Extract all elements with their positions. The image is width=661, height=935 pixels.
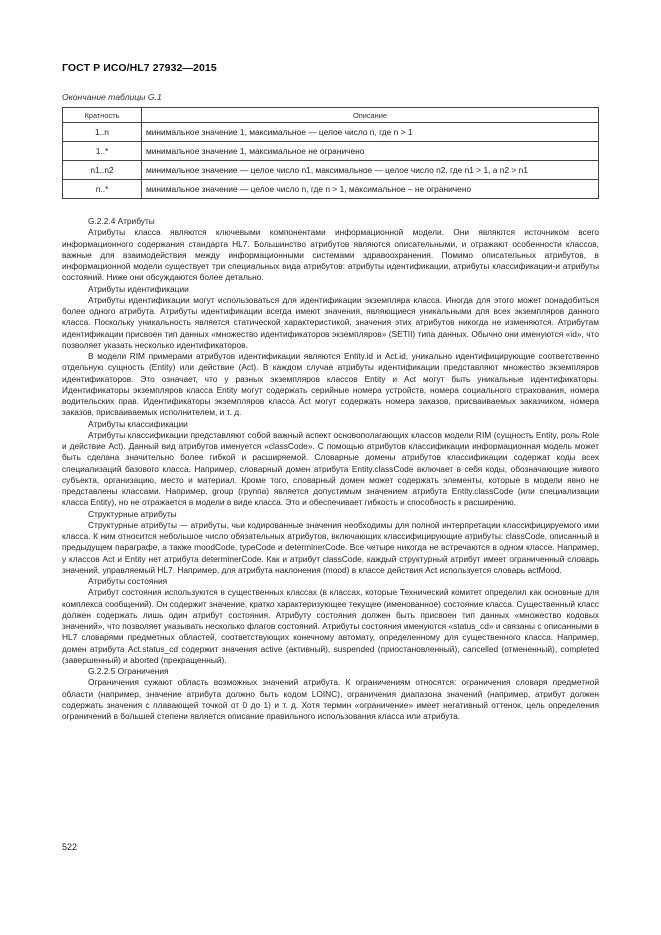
column-header-multiplicity: Кратность <box>63 108 142 123</box>
paragraph: Атрибуты класса являются ключевыми компонентами информационной модели. Они являются источником всего информационного содержания стандарта HL7. Большинство атрибутов являются описательными, и отражают особенности классов, важные для взаимодействия между информационными системами здравоохранения. Помимо описательных атрибутов, в информационной модели существует три специальных вида атрибутов: атрибуты идентификации, атрибуты классификации-и атрибуты состояний. Ниже они обсуждаются более детально. <box>62 227 599 283</box>
table-row <box>63 142 599 161</box>
paragraph: Атрибут состояния используются в существенных классах (в классах, которые Технический комитет определил как основные для комплекса сообщений). Он содержит значение, кратко характеризующее текущее (именованное) состояние класса. Существенный класс должен содержать лишь один атрибут состояния. Атрибуту состояния должен быть присвоен тип данных «множество кодовых значений», что позволяет указывать несколько флагов состояний. Атрибуты состояния именуются «status_cd» и связаны с описанными в HL7 словарями предметных областей, соответствующих конечному автомату, определенному для существенного класса. Например, домен атрибута Act.status_cd содержит значения active (активный), suspended (приостановленный), cancelled (отмененный), completed (завершенный) и aborted (прекращенный). <box>62 587 599 665</box>
section-heading: G.2.2.5 Ограничения <box>88 666 169 676</box>
table-row <box>63 123 599 142</box>
multiplicity-table <box>62 107 599 199</box>
table-row <box>63 161 599 180</box>
subsection-heading: Структурные атрибуты <box>88 508 177 519</box>
description-cell: минимальное значение 1, максимальное не ограничено <box>142 142 599 161</box>
paragraph: В модели RIM примерами атрибутов идентификации являются Entity.id и Act.id, уникально идентифицирующие соответственно отдельную сущность (Entity) или действие (Act). В каждом случае атрибуты идентификации представляют множество экземпляров идентификаторов. Это означает, что у разных экземпляров классов Entity и Act могут быть уникальные идентификаторы. Идентификаторы экземпляров класса Entity могут содержать серийные номера устройств, номера социального страхования, номера водительских прав. Идентификаторы экземпляров класса Act могут содержать номера заказов, присваиваемых заказчиком, номера заказов, присваиваемых исполнителем, и т. д. <box>62 351 599 418</box>
subsection-heading: Атрибуты состояния <box>88 576 168 586</box>
section-heading: G.2.2.4 Атрибуты <box>88 216 155 226</box>
document-body <box>62 216 599 722</box>
document-header: ГОСТ Р ИСО/HL7 27932—2015 <box>62 62 217 74</box>
paragraph: Структурные атрибуты — атрибуты, чьи кодированные значения необходимы для полной интерпретации классифицируемого ими класса. К ним относится небольшое число обязательных атрибутов, включающих классифицирующие атрибуты: classCode, описанный в предыдущем параграфе, а также moodCode, typeCode и determinerCode. Все четыре никогда не встречаются в одном классе. Например, у классов Act и Entity нет атрибута determinerCode. Как и атрибут classCode, каждый структурный атрибут имеет ограниченный словарь значений, управляемый HL7. Например, для атрибута наклонения (mood) в классе действия Act используется словарь actMood. <box>62 519 599 575</box>
paragraph: Атрибуты классификации представляют собой важный аспект основополагающих классов модели RIM (сущность Entity, роль Role и действие Act). Данный вид атрибутов именуется «classCode». С помощью атрибутов классификации информационная модель может быть сделана значительно более гибкой и расширяемой. Словарные домены атрибутов классификации содержат коды всех специализаций базового класса. Например, словарный домен атрибута Entity.classCode включает в себя коды, обозначающие живого субъекта, организацию, место и материал. Кроме того, словарный домен может содержать элементы, которые в модели явно не представлены классами. Например, group (группа) является допустимым значением атрибута Entity.classCode (или специализации класса Entity), но не отражается в модели в виде класса. Это и обеспечивает гибкость и способность к расширению. <box>62 429 599 508</box>
paragraph: Ограничения сужают область возможных значений атрибута. К ограничениям относятся: ограничения словаря предметной области (например, значение атрибута должно быть кодом LOINC), ограничения диапазона значений (например, атрибут должен содержать значения с плавающей точкой от 0 до 1) и т. д. Хотя термин «ограничение» имеет негативный оттенок, цель определения ограничений в большей степени является описание правильного использования класса или атрибута. <box>62 677 599 721</box>
table-row <box>63 180 599 199</box>
page-number: 522 <box>62 842 78 852</box>
multiplicity-cell: 1..* <box>63 142 142 161</box>
table-header-row <box>63 108 599 123</box>
description-cell: минимальное значение 1, максимальное — целое число n, где n > 1 <box>142 123 599 142</box>
paragraph: Атрибуты идентификации могут использоваться для идентификации экземпляра класса. Иногда для этого может понадобиться более одного атрибута. Атрибуты идентификации всегда имеют значения, являющиеся уникальными для всех экземпляров данного класса. Поскольку уникальность является статической характеристикой, значения этих атрибутов никогда не изменяются. Атрибутам идентификации присвоен тип данных «множество идентификаторов экземпляров» (SETII) типа данных. Обычно они именуются «id», что позволяет указать несколько идентификаторов. <box>62 294 599 350</box>
multiplicity-cell: n1..n2 <box>63 161 142 180</box>
description-cell: минимальное значение — целое число n, где n > 1, максимальное – не ограничено <box>142 180 599 199</box>
table-caption: Окончание таблицы G.1 <box>62 92 162 102</box>
multiplicity-cell: n..* <box>63 180 142 199</box>
subsection-heading: Атрибуты идентификации <box>88 283 189 294</box>
column-header-description: Описание <box>142 108 599 123</box>
description-cell: минимальное значение — целое число n1, максимальное — целое число n2, где n1 > 1, а n2 > n1 <box>142 161 599 180</box>
multiplicity-cell: 1..n <box>63 123 142 142</box>
subsection-heading: Атрибуты классификации <box>88 418 188 429</box>
